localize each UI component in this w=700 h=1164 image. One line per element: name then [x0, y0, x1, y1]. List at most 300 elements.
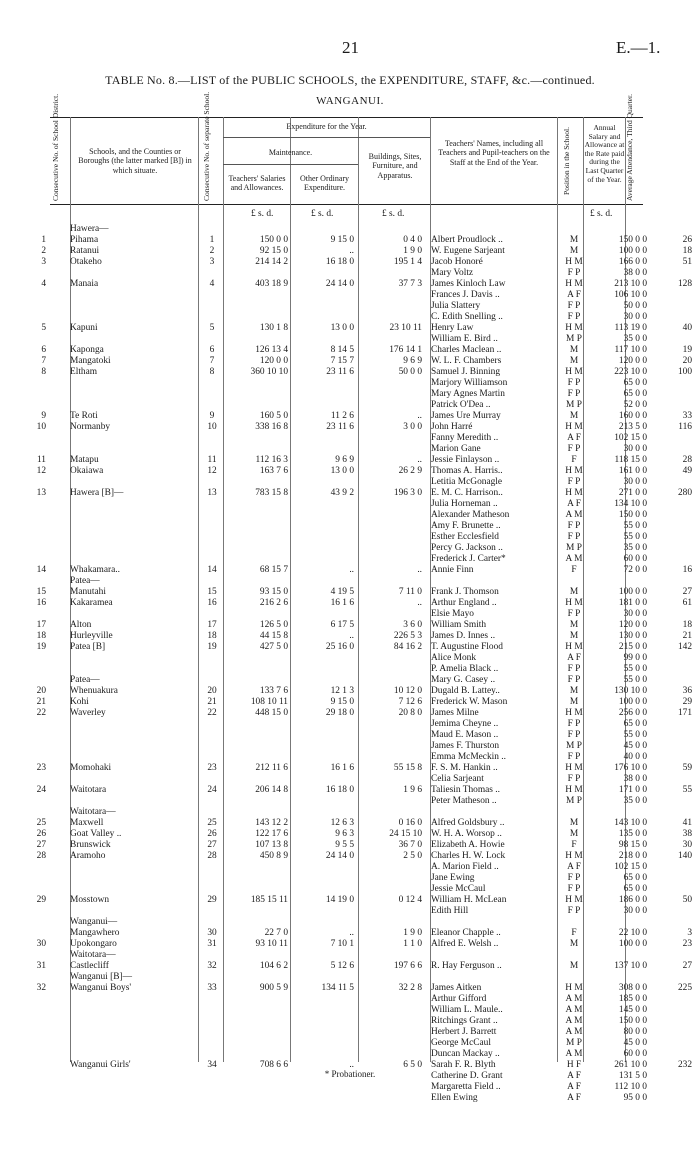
school-name: Kapuni: [70, 323, 98, 333]
table-row: [36, 851, 692, 862]
table-row: [50, 521, 646, 532]
position: F P: [567, 389, 581, 399]
buildings: 26 2 9: [398, 466, 422, 476]
table-subtitle: WANGANUI.: [316, 95, 384, 107]
position: M: [569, 587, 579, 597]
salaries: 216 2 6: [259, 598, 288, 608]
position: F P: [567, 312, 581, 322]
school-no: 15: [207, 587, 217, 597]
unit-lsd-buildings: £ s. d.: [382, 209, 405, 219]
annual-salary: 30 0 0: [623, 609, 647, 619]
attendance: 3: [687, 928, 692, 938]
district-no: 30: [36, 939, 46, 949]
table-row: [50, 543, 646, 554]
annual-salary: 35 0 0: [623, 543, 647, 553]
table-row: [50, 609, 646, 620]
annual-salary: 223 10 0: [614, 367, 647, 377]
teacher-name: Frederick J. Carter*: [431, 554, 506, 564]
table-row: [50, 1005, 646, 1016]
annual-salary: 102 15 0: [614, 862, 647, 872]
annual-salary: 52 0 0: [623, 400, 647, 410]
annual-salary: 55 0 0: [623, 664, 647, 674]
school-name: Castlecliff: [70, 961, 109, 971]
salaries: 206 14 8: [255, 785, 288, 795]
annual-salary: 100 0 0: [618, 939, 647, 949]
school-name: Eltham: [70, 367, 98, 377]
district-no: 5: [41, 323, 46, 333]
buildings: 1 9 6: [403, 785, 422, 795]
position: F: [571, 565, 577, 575]
attendance: 50: [682, 895, 692, 905]
buildings: 7 11 0: [398, 587, 422, 597]
position: A M: [565, 1005, 583, 1015]
salaries: 185 15 11: [250, 895, 288, 905]
teacher-name: Sarah F. R. Blyth: [431, 1060, 496, 1070]
position: F P: [567, 609, 581, 619]
district-no: 22: [36, 708, 46, 718]
teacher-name: Duncan Mackay ..: [431, 1049, 500, 1059]
district-no: 31: [36, 961, 46, 971]
teacher-name: Annie Finn: [431, 565, 474, 575]
teacher-name: Alfred Goldsbury ..: [431, 818, 505, 828]
annual-salary: 308 0 0: [618, 983, 647, 993]
teacher-name: Letitia McGonagle: [431, 477, 503, 487]
salaries: 112 16 3: [255, 455, 288, 465]
school-no: 8: [209, 367, 215, 377]
table-row: [50, 312, 646, 323]
table-row: [36, 763, 692, 774]
salaries: 214 14 2: [255, 257, 288, 267]
school-no: 14: [207, 565, 217, 575]
table-row: [50, 510, 646, 521]
table-row: [50, 433, 646, 444]
annual-salary: 95 0 0: [623, 1093, 647, 1103]
salaries: 338 16 8: [255, 422, 288, 432]
school-name: Wanganui [B]—: [70, 972, 132, 982]
annual-salary: 112 10 0: [614, 1082, 647, 1092]
position: M: [569, 697, 579, 707]
table-row: [36, 565, 692, 576]
annual-salary: 100 0 0: [618, 587, 647, 597]
position: A F: [567, 653, 581, 663]
position: M: [569, 631, 579, 641]
page-number: 21: [342, 38, 359, 57]
school-no: 16: [207, 598, 217, 608]
district-no: 13: [36, 488, 46, 498]
annual-salary: 65 0 0: [623, 378, 647, 388]
school-name: Mosstown: [70, 895, 110, 905]
footnote: * Probationer.: [324, 1069, 376, 1079]
school-name: Ratanui: [70, 246, 100, 256]
position: H M: [565, 598, 583, 608]
table-row: [41, 345, 692, 356]
header-school-no: Consecutive No. of separate School.: [202, 91, 211, 201]
other-expenditure: 8 14 5: [330, 345, 354, 355]
position: A M: [565, 1049, 583, 1059]
table-row: [50, 576, 646, 587]
table-row: [50, 1082, 646, 1093]
district-no: 12: [36, 466, 46, 476]
school-no: 29: [207, 895, 217, 905]
attendance: 20: [682, 356, 692, 366]
other-expenditure: 24 14 0: [325, 851, 354, 861]
attendance: 36: [682, 686, 692, 696]
buildings: 1 9 0: [403, 246, 422, 256]
table-row: [36, 840, 692, 851]
table-row: [50, 675, 646, 686]
school-no: 24: [207, 785, 217, 795]
teacher-name: Albert Proudlock ..: [431, 235, 503, 245]
district-no: 20: [36, 686, 46, 696]
header-divider: [223, 164, 358, 165]
annual-salary: 166 0 0: [618, 257, 647, 267]
annual-salary: 130 10 0: [614, 686, 647, 696]
attendance: 142: [677, 642, 692, 652]
school-name: Manaia: [70, 279, 99, 289]
position: A F: [567, 1071, 581, 1081]
salaries: 93 10 11: [255, 939, 288, 949]
teacher-name: William L. Maule..: [431, 1005, 503, 1015]
buildings: 0 4 0: [403, 235, 422, 245]
annual-salary: 145 0 0: [618, 1005, 647, 1015]
teacher-name: A. Marion Field ..: [431, 862, 499, 872]
other-expenditure: 7 15 7: [330, 356, 354, 366]
attendance: 128: [677, 279, 692, 289]
annual-salary: 65 0 0: [623, 873, 647, 883]
position: M: [569, 818, 579, 828]
annual-salary: 143 10 0: [614, 818, 647, 828]
school-no: 2: [209, 246, 215, 256]
district-no: 16: [36, 598, 46, 608]
table-row: [41, 235, 692, 246]
school-no: 11: [207, 455, 217, 465]
school-no: 20: [207, 686, 217, 696]
header-position: Position in the School.: [562, 127, 571, 195]
district-no: 24: [36, 785, 46, 795]
attendance: 140: [677, 851, 692, 861]
position: M: [569, 411, 579, 421]
school-name: Waitotara—: [70, 807, 116, 817]
table-row: [36, 488, 692, 499]
district-no: 4: [41, 279, 46, 289]
annual-salary: 218 0 0: [618, 851, 647, 861]
school-no: 27: [207, 840, 217, 850]
teacher-name: William H. McLean: [431, 895, 507, 905]
annual-salary: 80 0 0: [623, 1027, 647, 1037]
position: F P: [567, 884, 581, 894]
buildings: 36 7 0: [398, 840, 422, 850]
position: H M: [565, 367, 583, 377]
annual-salary: 160 0 0: [618, 411, 647, 421]
position: H M: [565, 466, 583, 476]
annual-salary: 113 19 0: [614, 323, 647, 333]
salaries: 427 5 0: [259, 642, 288, 652]
other-expenditure: 9 15 0: [330, 697, 354, 707]
annual-salary: 50 0 0: [623, 301, 647, 311]
teacher-name: Celia Sarjeant: [431, 774, 484, 784]
annual-salary: 120 0 0: [618, 356, 647, 366]
annual-salary: 171 0 0: [618, 785, 647, 795]
teacher-name: George McCaul: [431, 1038, 491, 1048]
header-maintenance: Maintenance.: [268, 148, 313, 157]
teacher-name: William Smith: [431, 620, 487, 630]
annual-salary: 98 15 0: [618, 840, 647, 850]
position: A F: [567, 1093, 581, 1103]
school-name: Normanby: [70, 422, 111, 432]
district-no: 26: [36, 829, 46, 839]
teacher-name: W. Eugene Sarjeant: [431, 246, 505, 256]
other-expenditure: 16 18 0: [325, 785, 354, 795]
annual-salary: 65 0 0: [623, 719, 647, 729]
school-no: 17: [207, 620, 217, 630]
school-name: Kaponga: [70, 345, 104, 355]
attendance: 61: [682, 598, 692, 608]
table-row: [36, 829, 692, 840]
position: M P: [566, 796, 582, 806]
teacher-name: James Kinloch Law: [431, 279, 506, 289]
other-expenditure: 7 10 1: [330, 939, 354, 949]
table-row: [50, 741, 646, 752]
position: F P: [567, 521, 581, 531]
salaries: 150 0 0: [259, 235, 288, 245]
district-no: 27: [36, 840, 46, 850]
annual-salary: 100 0 0: [618, 697, 647, 707]
attendance: 21: [682, 631, 692, 641]
table-row: [50, 378, 646, 389]
table-row: [50, 1027, 646, 1038]
other-expenditure: ..: [349, 565, 354, 575]
teacher-name: Frank J. Thomson: [431, 587, 499, 597]
position: A M: [565, 994, 583, 1004]
teacher-name: Jane Ewing: [431, 873, 475, 883]
school-name: Otakeho: [70, 257, 102, 267]
teacher-name: Julia Horneman ..: [431, 499, 498, 509]
other-expenditure: 134 11 5: [321, 983, 354, 993]
table-row: [36, 466, 692, 477]
position: M P: [566, 543, 582, 553]
table-row: [36, 686, 692, 697]
other-expenditure: 23 11 6: [326, 367, 354, 377]
teacher-name: Ellen Ewing: [431, 1093, 478, 1103]
district-no: 17: [36, 620, 46, 630]
annual-salary: 35 0 0: [623, 796, 647, 806]
school-name: Wanganui Boys': [70, 983, 132, 993]
school-name: Mangatoki: [70, 356, 111, 366]
district-no: 29: [36, 895, 46, 905]
position: F P: [567, 444, 581, 454]
position: A F: [567, 1082, 581, 1092]
position: H M: [565, 488, 583, 498]
attendance: 40: [682, 323, 692, 333]
table-row: [41, 323, 692, 334]
annual-salary: 137 10 0: [614, 961, 647, 971]
position: A F: [567, 862, 581, 872]
buildings: 197 6 6: [393, 961, 422, 971]
teacher-name: James F. Thurston: [431, 741, 500, 751]
annual-salary: 30 0 0: [623, 444, 647, 454]
position: M: [569, 235, 579, 245]
attendance: 280: [677, 488, 692, 498]
position: F P: [567, 268, 581, 278]
table-row: [36, 455, 692, 466]
table-row: [50, 1038, 646, 1049]
annual-salary: 256 0 0: [618, 708, 647, 718]
annual-salary: 100 0 0: [618, 246, 647, 256]
annual-salary: 150 0 0: [618, 510, 647, 520]
buildings: 0 16 0: [398, 818, 422, 828]
position: F P: [567, 378, 581, 388]
district-no: 19: [36, 642, 46, 652]
table-row: [36, 939, 692, 950]
school-name: Hawera [B]—: [70, 488, 124, 498]
school-name: Matapu: [70, 455, 99, 465]
salaries: 450 8 9: [259, 851, 288, 861]
other-expenditure: 16 1 6: [330, 763, 354, 773]
annual-salary: 161 0 0: [618, 466, 647, 476]
table-row: [50, 917, 646, 928]
school-name: Waverley: [70, 708, 106, 718]
table-row: [50, 906, 646, 917]
salaries: 126 13 4: [255, 345, 288, 355]
annual-salary: 213 10 0: [614, 279, 647, 289]
teacher-name: Patrick O'Dea ..: [431, 400, 491, 410]
school-no: 9: [209, 411, 215, 421]
teacher-name: Frederick W. Mason: [431, 697, 508, 707]
position: M P: [566, 334, 582, 344]
table-row: [36, 642, 692, 653]
school-no: 1: [209, 235, 215, 245]
position: H M: [565, 851, 583, 861]
other-expenditure: 5 12 6: [330, 961, 354, 971]
salaries: 448 15 0: [255, 708, 288, 718]
annual-salary: 215 0 0: [618, 642, 647, 652]
teacher-name: Jessie McCaul: [431, 884, 486, 894]
position: M: [569, 686, 579, 696]
buildings: 37 7 3: [398, 279, 422, 289]
district-no: 14: [36, 565, 46, 575]
table-row: [50, 950, 646, 961]
teacher-name: Amy F. Brunette ..: [431, 521, 501, 531]
attendance: 28: [682, 455, 692, 465]
table-row: [36, 620, 692, 631]
annual-salary: 30 0 0: [623, 906, 647, 916]
salaries: 900 5 9: [259, 983, 288, 993]
teacher-name: Alfred E. Welsh ..: [431, 939, 499, 949]
salaries: 104 6 2: [259, 961, 288, 971]
annual-salary: 60 0 0: [623, 554, 647, 564]
attendance: 100: [677, 367, 692, 377]
table-row: [50, 807, 646, 818]
district-no: 18: [36, 631, 46, 641]
table-row: [36, 631, 692, 642]
annual-salary: 45 0 0: [623, 741, 647, 751]
table-row: [36, 708, 692, 719]
table-row: [50, 884, 646, 895]
school-name: Pihama: [70, 235, 99, 245]
school-no: 33: [207, 983, 217, 993]
teacher-name: Charles Maclean ..: [431, 345, 502, 355]
annual-salary: 185 0 0: [618, 994, 647, 1004]
buildings: 9 6 9: [403, 356, 422, 366]
position: A M: [565, 1016, 583, 1026]
school-no: 26: [207, 829, 217, 839]
school-no: 18: [207, 631, 217, 641]
annual-salary: 118 15 0: [614, 455, 647, 465]
school-name: Upokongaro: [70, 939, 117, 949]
buildings: 50 0 0: [398, 367, 422, 377]
school-name: Wanganui—: [70, 917, 118, 927]
position: A M: [565, 510, 583, 520]
table-row: [50, 653, 646, 664]
teacher-name: Arthur England ..: [431, 598, 497, 608]
table-row: [50, 994, 646, 1005]
teacher-name: Elizabeth A. Howie: [431, 840, 505, 850]
salaries: 360 10 10: [250, 367, 288, 377]
school-no: 4: [209, 279, 215, 289]
teacher-name: Mary G. Casey ..: [431, 675, 496, 685]
other-expenditure: 4 19 5: [330, 587, 354, 597]
annual-salary: 261 10 0: [614, 1060, 647, 1070]
table-row: [50, 1049, 646, 1060]
school-name: Maxwell: [70, 818, 104, 828]
table-row: [50, 796, 646, 807]
school-no: 21: [207, 697, 217, 707]
salaries: 212 11 6: [255, 763, 288, 773]
buildings: ..: [417, 411, 422, 421]
other-expenditure: 16 1 6: [330, 598, 354, 608]
header-other: Other Ordinary Expenditure.: [299, 174, 350, 193]
salaries: 783 15 8: [255, 488, 288, 498]
table-row: [50, 400, 646, 411]
teacher-name: E. M. C. Harrison..: [431, 488, 503, 498]
position: F P: [567, 532, 581, 542]
teacher-name: James Aitken: [431, 983, 482, 993]
other-expenditure: 9 15 0: [330, 235, 354, 245]
position: F P: [567, 477, 581, 487]
district-no: 25: [36, 818, 46, 828]
district-no: 23: [36, 763, 46, 773]
position: F P: [567, 752, 581, 762]
annual-salary: 38 0 0: [623, 268, 647, 278]
teacher-name: James Ure Murray: [431, 411, 501, 421]
other-expenditure: ..: [349, 631, 354, 641]
other-expenditure: 9 6 3: [335, 829, 354, 839]
table-row: [50, 873, 646, 884]
position: M P: [566, 741, 582, 751]
school-name: Te Roti: [70, 411, 98, 421]
position: H M: [565, 279, 583, 289]
buildings: 55 15 8: [393, 763, 422, 773]
teacher-name: Samuel J. Binning: [431, 367, 501, 377]
page-reference: E.—1.: [616, 38, 661, 57]
salaries: 108 10 11: [250, 697, 288, 707]
annual-salary: 55 0 0: [623, 675, 647, 685]
other-expenditure: 13 0 0: [330, 466, 354, 476]
position: A M: [565, 1027, 583, 1037]
salaries: 143 12 2: [255, 818, 288, 828]
position: M: [569, 829, 579, 839]
annual-salary: 65 0 0: [623, 389, 647, 399]
unit-lsd-other: £ s. d.: [311, 209, 334, 219]
teacher-name: W. L. F. Chambers: [431, 356, 502, 366]
district-no: 21: [36, 697, 46, 707]
buildings: 2 5 0: [403, 851, 422, 861]
table-row: [50, 752, 646, 763]
annual-salary: 120 0 0: [618, 620, 647, 630]
school-no: 31: [207, 939, 217, 949]
table-row: [50, 499, 646, 510]
teacher-name: Peter Matheson ..: [431, 796, 497, 806]
